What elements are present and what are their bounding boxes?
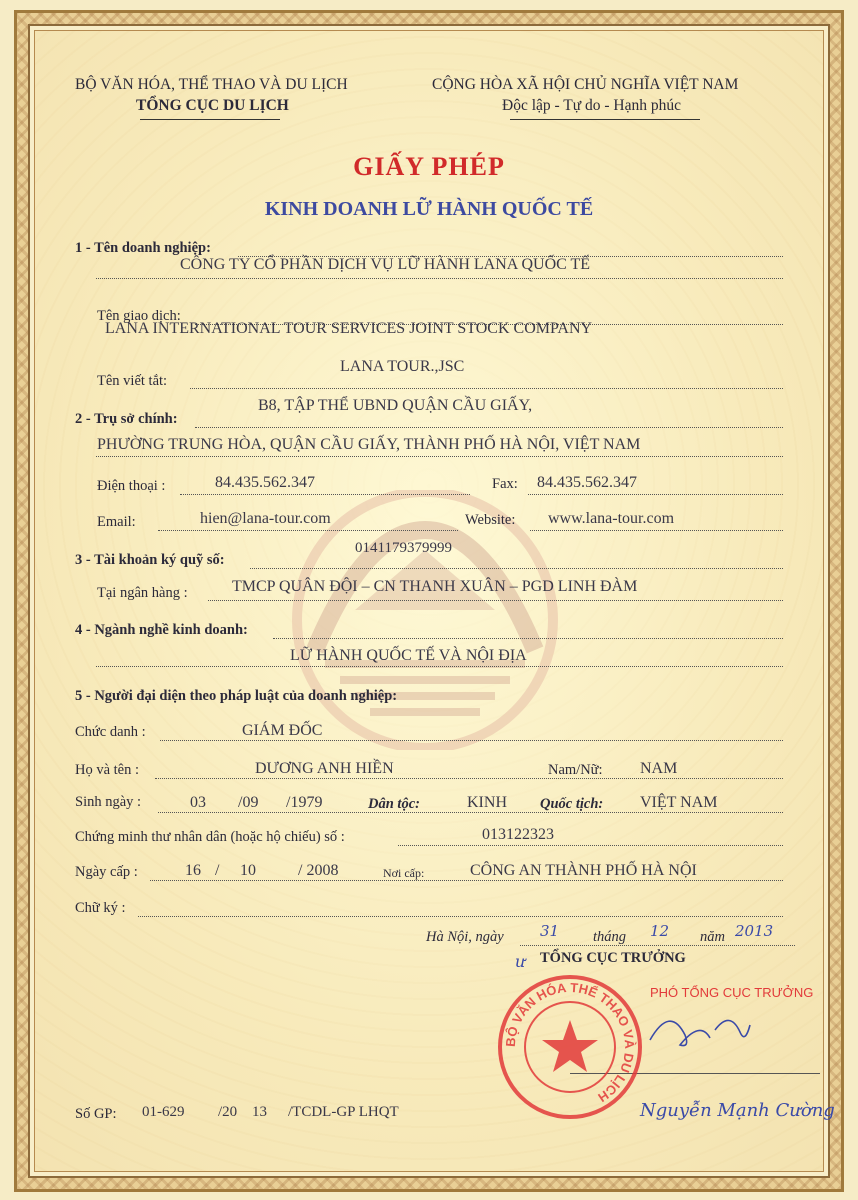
ministry-name: BỘ VĂN HÓA, THỂ THAO VÀ DU LỊCH (75, 76, 348, 93)
ethnic-label: Dân tộc: (368, 796, 420, 812)
deposit-section-label: 3 - Tài khoản ký quỹ số: (75, 552, 225, 568)
document-title: GIẤY PHÉP (353, 152, 505, 181)
dotted-line (250, 568, 783, 569)
signature-label: Chữ ký : (75, 900, 126, 916)
official-stamp-icon (495, 972, 645, 1122)
dotted-line (138, 916, 783, 917)
address-line-2: PHƯỜNG TRUNG HÒA, QUẬN CẦU GIẤY, THÀNH PHỐ HÀ NỘI, VIỆT NAM (97, 436, 641, 453)
deputy-title-stamp: PHÓ TỔNG CỤC TRƯỞNG (650, 985, 814, 1000)
issue-separator: / (215, 862, 220, 879)
issue-month: 10 (240, 862, 256, 879)
dotted-line (96, 278, 783, 279)
ethnic-value: KINH (467, 794, 507, 811)
birth-year: /1979 (286, 794, 323, 811)
dotted-line (150, 880, 783, 881)
id-label: Chứng minh thư nhân dân (hoặc hộ chiếu) số : (75, 829, 345, 845)
signature-icon (630, 1000, 780, 1060)
deposit-account: 0141179379999 (355, 540, 452, 556)
bank-name: TMCP QUÂN ĐỘI – CN THANH XUÂN – PGD LINH ĐÀM (232, 578, 638, 595)
id-number: 013122323 (482, 826, 554, 843)
birth-date-label: Sinh ngày : (75, 794, 142, 810)
signer-name: Nguyễn Mạnh Cường (640, 1100, 835, 1121)
motto: Độc lập - Tự do - Hạnh phúc (502, 97, 681, 114)
office-section-label: 2 - Trụ sở chính: (75, 411, 178, 427)
republic-name: CỘNG HÒA XÃ HỘI CHỦ NGHĨA VIỆT NAM (432, 76, 739, 93)
position-label: Chức danh : (75, 724, 146, 740)
dotted-line (160, 740, 783, 741)
representative-section-label: 5 - Người đại diện theo pháp luật của doanh nghiệp: (75, 688, 398, 704)
abbreviation-label: Tên viết tắt: (97, 373, 168, 389)
issue-date-label: Ngày cấp : (75, 864, 138, 880)
issue-year: / 2008 (298, 862, 339, 879)
nationality-value: VIỆT NAM (640, 794, 718, 811)
issue-place-label: Nơi cấp: (383, 866, 425, 880)
issue-day: 16 (185, 862, 201, 879)
dotted-line (273, 638, 783, 639)
license-year-suffix: 13 (252, 1104, 267, 1120)
email-address: hien@lana-tour.com (200, 510, 331, 527)
position-value: GIÁM ĐỐC (242, 722, 323, 739)
dotted-line (195, 427, 783, 428)
email-label: Email: (97, 514, 136, 530)
issue-place: CÔNG AN THÀNH PHỐ HÀ NỘI (470, 862, 697, 879)
dotted-line (180, 494, 470, 495)
business-lines: LỮ HÀNH QUỐC TẾ VÀ NỘI ĐỊA (290, 647, 527, 664)
month-label: tháng (593, 929, 627, 945)
gender-label: Nam/Nữ: (548, 762, 603, 778)
nationality-label: Quốc tịch: (540, 796, 604, 812)
address-line-1: B8, TẬP THỂ UBND QUẬN CẦU GIẤY, (258, 397, 533, 414)
dotted-line (155, 778, 783, 779)
svg-text:BỘ VĂN HÓA THỂ THAO VÀ DU LỊCH: BỘ VĂN HÓA THỂ THAO VÀ DU LỊCH (502, 979, 638, 1106)
business-section-label: 4 - Ngành nghề kinh doanh: (75, 622, 248, 638)
issue-year-handwritten: 2013 (735, 922, 774, 940)
motto-underline (510, 119, 700, 120)
license-year-prefix: /20 (218, 1104, 238, 1120)
issue-month-handwritten: 12 (650, 922, 670, 940)
fax-number: 84.435.562.347 (537, 474, 637, 491)
gender-value: NAM (640, 760, 678, 777)
website-address: www.lana-tour.com (548, 510, 675, 527)
company-name: CÔNG TY CỔ PHẦN DỊCH VỤ LỮ HÀNH LANA QUỐC TẾ (180, 256, 591, 273)
watermark-emblem-icon (245, 490, 605, 750)
year-label: năm (700, 929, 725, 945)
dotted-line (158, 530, 458, 531)
dotted-line (190, 388, 783, 389)
full-name-label: Họ và tên : (75, 762, 140, 778)
license-number-label: Số GP: (75, 1106, 117, 1122)
signer-initials: ư (515, 952, 526, 971)
dotted-line (96, 456, 783, 457)
company-section-label: 1 - Tên doanh nghiệp: (75, 240, 211, 256)
birth-month: /09 (238, 794, 259, 811)
dotted-line (158, 812, 783, 813)
dotted-line (520, 945, 795, 946)
license-code: /TCDL-GP LHQT (288, 1104, 399, 1120)
bank-label: Tại ngân hàng : (97, 585, 188, 601)
trade-name: LANA INTERNATIONAL TOUR SERVICES JOINT STOCK COMPANY (105, 320, 593, 337)
dotted-line (528, 494, 783, 495)
phone-label: Điện thoại : (97, 478, 166, 494)
abbreviation: LANA TOUR.,JSC (340, 358, 465, 375)
dotted-line (530, 530, 783, 531)
fax-label: Fax: (492, 476, 518, 492)
license-number: 01-629 (142, 1104, 185, 1120)
place-date-prefix: Hà Nội, ngày (426, 929, 504, 945)
issue-day-handwritten: 31 (540, 922, 560, 940)
signer-title: TỔNG CỤC TRƯỞNG (540, 950, 686, 966)
trade-name-label: Tên giao dịch: (97, 308, 181, 324)
agency-underline (140, 119, 280, 120)
dotted-line (96, 666, 783, 667)
document-subtitle: KINH DOANH LỮ HÀNH QUỐC TẾ (264, 198, 594, 220)
dotted-line (398, 845, 783, 846)
agency-name: TỔNG CỤC DU LỊCH (136, 97, 289, 114)
full-name-value: DƯƠNG ANH HIỀN (255, 760, 394, 777)
website-label: Website: (465, 512, 516, 528)
dotted-line (208, 600, 783, 601)
phone-number: 84.435.562.347 (215, 474, 315, 491)
birth-day: 03 (190, 794, 206, 811)
